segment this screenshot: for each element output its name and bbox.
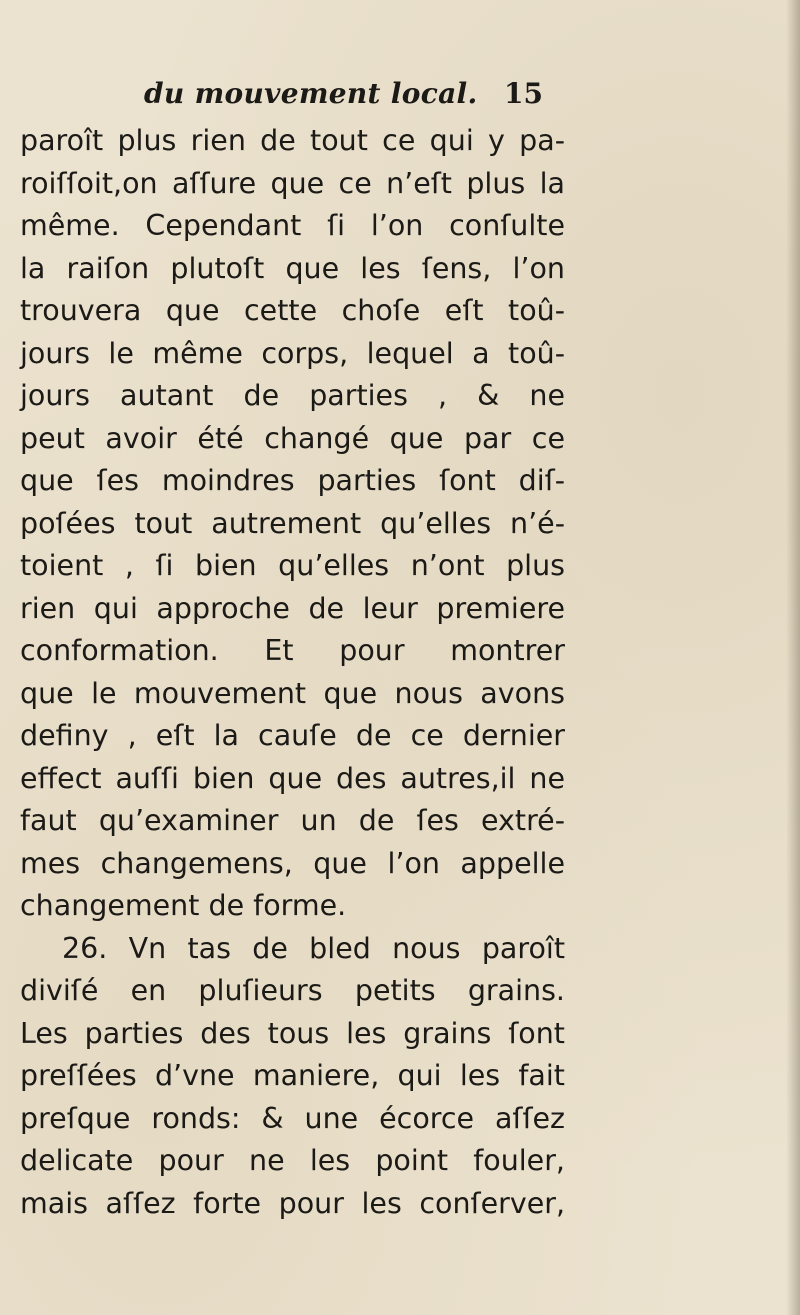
text-line: rien qui approche de leur premiere [20, 591, 565, 625]
text-line: 26. Vn tas de bled nous paroît [62, 931, 565, 965]
text-line: preſſées d’vne maniere, qui les fait [20, 1059, 565, 1092]
text-line: diviſé en pluſieurs petits grains. [20, 974, 565, 1007]
page-number: 15 [504, 77, 543, 110]
text-line: Les parties des tous les grains ſont [20, 1016, 565, 1050]
text-line: delicate pour ne les point fouler, [20, 1144, 565, 1177]
text-line: poſées tout autrement qu’elles n’é- [20, 506, 565, 540]
text-line: conformation. Et pour montrer [20, 634, 565, 667]
page-header [0, 74, 800, 124]
running-title: du mouvement local. [144, 77, 478, 110]
text-line: roiſſoit,on aſſure que ce n’eſt plus la [20, 166, 565, 200]
page-edge-shadow [786, 0, 800, 1315]
text-line: mais aſſez forte pour les conſerver, [20, 1186, 565, 1220]
text-line: effect auſſi bien que des autres,il ne [20, 761, 565, 795]
text-line: que le mouvement que nous avons [20, 676, 565, 710]
text-line: mes changemens, que l’on appelle [20, 846, 565, 880]
text-line: que ſes moindres parties ſont diſ- [20, 464, 565, 497]
text-line: toient , ſi bien qu’elles n’ont plus [20, 549, 565, 582]
text-line: jours le même corps, lequel a toû- [20, 336, 565, 370]
text-line: paroît plus rien de tout ce qui y pa- [20, 124, 565, 157]
body-text [20, 120, 565, 1225]
text-line: definy , eſt la cauſe de ce dernier [20, 719, 565, 752]
text-line: la raiſon plutoſt que les ſens, l’on [20, 251, 565, 285]
text-line: même. Cependant ſi l’on conſulte [20, 209, 565, 242]
text-line: faut qu’examiner un de ſes extré- [20, 804, 565, 837]
text-line: jours autant de parties , & ne [20, 379, 565, 412]
text-line: trouvera que cette choſe eſt toû- [20, 294, 565, 327]
text-line: peut avoir été changé que par ce [20, 421, 565, 455]
text-line: changement de forme. [20, 889, 347, 922]
text-line: preſque ronds: & une écorce aſſez [20, 1101, 565, 1135]
